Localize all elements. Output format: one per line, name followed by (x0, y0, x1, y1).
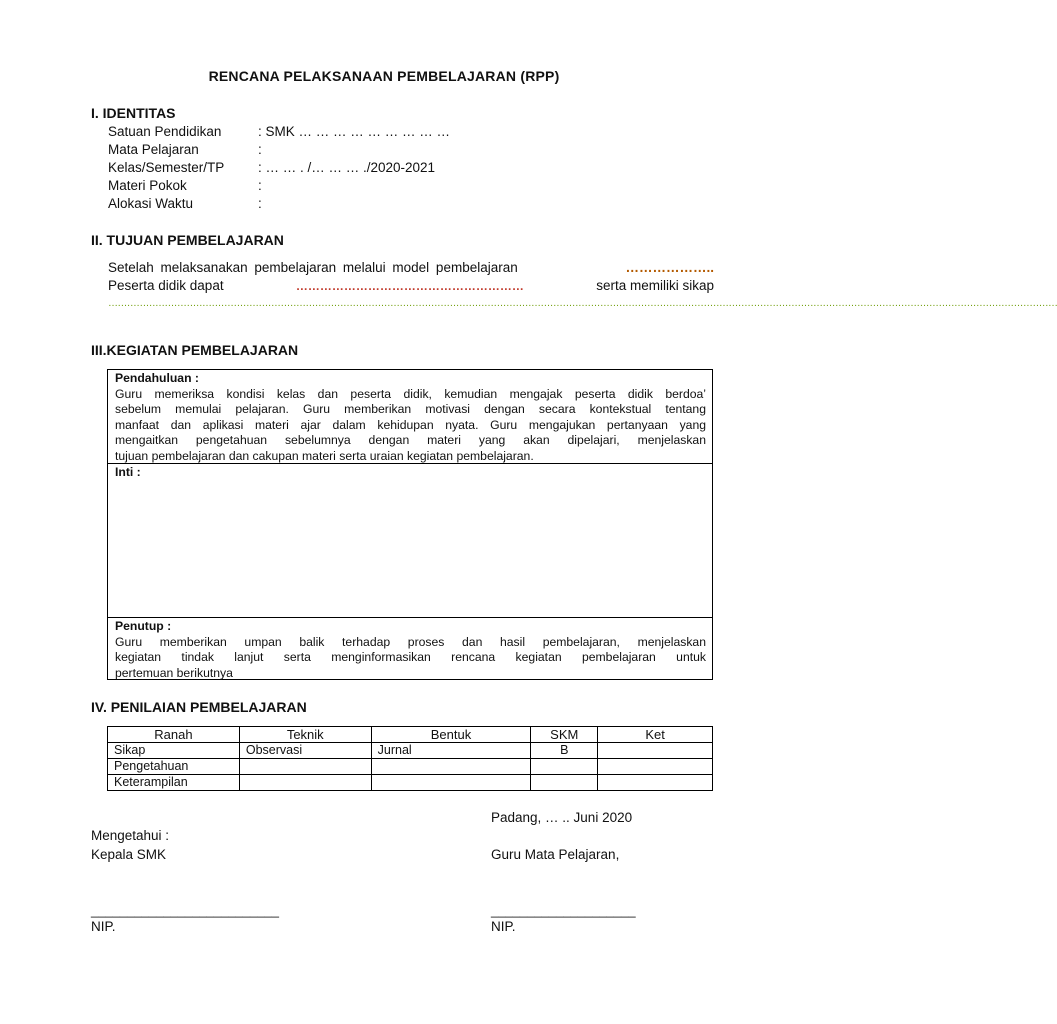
teacher-title: Guru Mata Pelajaran, (491, 847, 620, 862)
tujuan-heading: II. TUJUAN PEMBELAJARAN (91, 232, 284, 248)
penutup-line: pertemuan berikutnya (115, 665, 233, 680)
identitas-value: : (258, 142, 262, 157)
table-cell (371, 775, 531, 791)
pendahuluan-line: sebelum memulai pelajaran. Guru memberikan motivasi dengan secara kontekstual tentang (115, 402, 706, 416)
pendahuluan-label: Pendahuluan : (115, 371, 199, 385)
identitas-heading: I. IDENTITAS (91, 105, 176, 121)
table-cell (598, 759, 713, 775)
place-date: Padang, … .. Juni 2020 (491, 810, 633, 825)
table-cell (598, 775, 713, 791)
acknowledged-label: Mengetahui : (91, 828, 170, 843)
table-cell (239, 759, 371, 775)
headmaster-nip: NIP. (91, 919, 116, 934)
table-row (108, 759, 713, 775)
tujuan-line1-text: Setelah melaksanakan pembelajaran melalui model pembelajaran (108, 260, 518, 275)
identitas-row (108, 195, 262, 213)
identitas-value: : (258, 196, 262, 211)
tujuan-line-2 (108, 277, 714, 295)
penutup-label: Penutup : (115, 619, 172, 633)
teacher-nip: NIP. (491, 919, 516, 934)
teacher-signature-line: ____________________ (491, 903, 636, 918)
table-cell (239, 775, 371, 791)
table-header-row (108, 727, 713, 743)
table-cell (531, 759, 598, 775)
identitas-value: : (258, 178, 262, 193)
identitas-row (108, 159, 435, 177)
identitas-row (108, 177, 262, 195)
table-row (108, 743, 713, 759)
table-cell (598, 743, 713, 759)
kegiatan-heading: III.KEGIATAN PEMBELAJARAN (91, 342, 299, 358)
table-cell: B (531, 743, 598, 759)
identitas-row (108, 141, 262, 159)
table-cell: Jurnal (371, 743, 531, 759)
identitas-label: Kelas/Semester/TP (108, 160, 225, 175)
penutup-line: Guru memberikan umpan balik terhadap proses dan hasil pembelajaran, menjelaskan (115, 634, 706, 649)
table-cell (371, 759, 531, 775)
identitas-label: Alokasi Waktu (108, 196, 194, 211)
identitas-value: : SMK … … … … … … … … … (258, 124, 451, 139)
tujuan-paragraph (108, 259, 1057, 313)
tujuan-line2-suffix: serta memiliki sikap (596, 278, 714, 293)
penutup-line: kegiatan tindak lanjut serta menginformasikan rencana kegiatan pembelajaran untuk (115, 650, 706, 664)
column-header-ket: Ket (598, 727, 713, 743)
column-header-skm: SKM (531, 727, 598, 743)
identitas-label: Materi Pokok (108, 178, 187, 193)
table-cell: Keterampilan (108, 775, 240, 791)
column-header-bentuk: Bentuk (371, 727, 531, 743)
column-header-teknik: Teknik (239, 727, 371, 743)
tujuan-line2-prefix: Peserta didik dapat (108, 278, 224, 293)
pendahuluan-line: tujuan pembelajaran dan cakupan materi serta uraian kegiatan pembelajaran. (115, 448, 534, 463)
competency-blank: ………………………………………………… (295, 279, 524, 293)
inti-box (107, 463, 713, 618)
identitas-label: Mata Pelajaran (108, 142, 199, 157)
table-cell: Pengetahuan (108, 759, 240, 775)
identitas-row (108, 123, 450, 141)
model-blank: ……………….. (625, 260, 714, 275)
pendahuluan-line: Guru memeriksa kondisi kelas dan peserta didik, kemudian mengajak peserta didik berdoa’ (115, 386, 706, 401)
pendahuluan-line: manfaat dan aplikasi materi ajar dalam kehidupan nyata. Guru mengajukan pertanyaan yang (115, 417, 706, 432)
inti-label: Inti : (115, 465, 141, 479)
document-title: RENCANA PELAKSANAAN PEMBELAJARAN (RPP) (208, 68, 560, 84)
penutup-box (107, 617, 713, 680)
identitas-label: Satuan Pendidikan (108, 124, 222, 139)
table-cell: Observasi (239, 743, 371, 759)
pendahuluan-line: mengaitkan pengetahuan sebelumnya dengan materi yang akan dipelajari, menjelaskan (115, 433, 706, 447)
identitas-value: : … … . /… … … ./2020-2021 (258, 160, 436, 175)
headmaster-signature-line: __________________________ (91, 903, 279, 918)
tujuan-line-1 (108, 259, 714, 277)
pendahuluan-box (107, 369, 713, 464)
headmaster-title: Kepala SMK (91, 847, 167, 862)
penilaian-heading: IV. PENILAIAN PEMBELAJARAN (91, 699, 307, 715)
attitude-blank: …………………………………………………………………………………………………………………………………………………………………………………………………………………………………………………………………………… (108, 298, 1057, 309)
assessment-table (107, 726, 713, 791)
table-cell: Sikap (108, 743, 240, 759)
column-header-ranah: Ranah (108, 727, 240, 743)
table-row (108, 775, 713, 791)
table-cell (531, 775, 598, 791)
